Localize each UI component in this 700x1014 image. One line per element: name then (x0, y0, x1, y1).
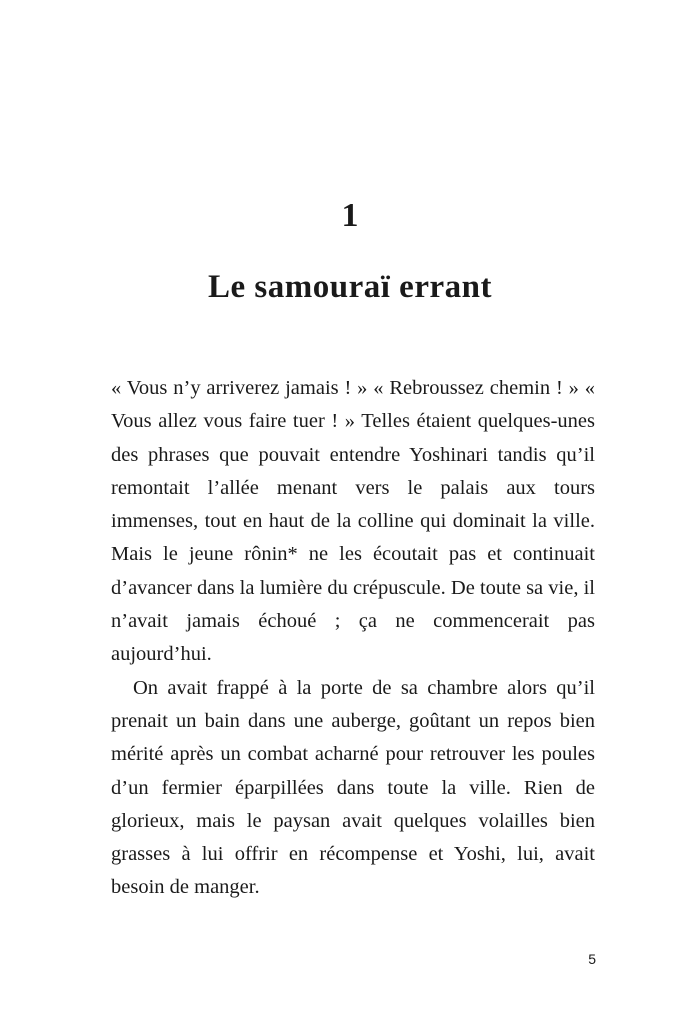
chapter-title: Le samouraï errant (208, 269, 492, 305)
paragraph-1: « Vous n’y arriverez jamais ! » « Rebroussez chemin ! » « Vous allez vous faire tuer ! » Telles étaient quelques-unes des phrases que pouvait entendre Yoshinari tandis qu’il remontait l’allée menant vers le palais aux tours immenses, tout en haut de la colline qui dominait la ville. Mais le jeune rônin* ne les écoutait pas et continuait d’avancer dans la lumière du crépuscule. De toute sa vie, il n’avait jamais échoué ; ça ne commencerait pas aujourd’hui. (111, 377, 595, 666)
chapter-number: 1 (341, 197, 359, 234)
paragraph-2: On avait frappé à la porte de sa chambre alors qu’il prenait un bain dans une auberge, goûtant un repos bien mérité après un combat acharné pour retrouver les poules d’un fermier éparpillées dans toute la ville. Rien de glorieux, mais le paysan avait quelques volailles bien grasses à lui offrir en récompense et Yoshi, lui, avait besoin de manger. (111, 676, 595, 899)
chapter-body (111, 372, 595, 905)
page-number: 5 (588, 951, 596, 967)
